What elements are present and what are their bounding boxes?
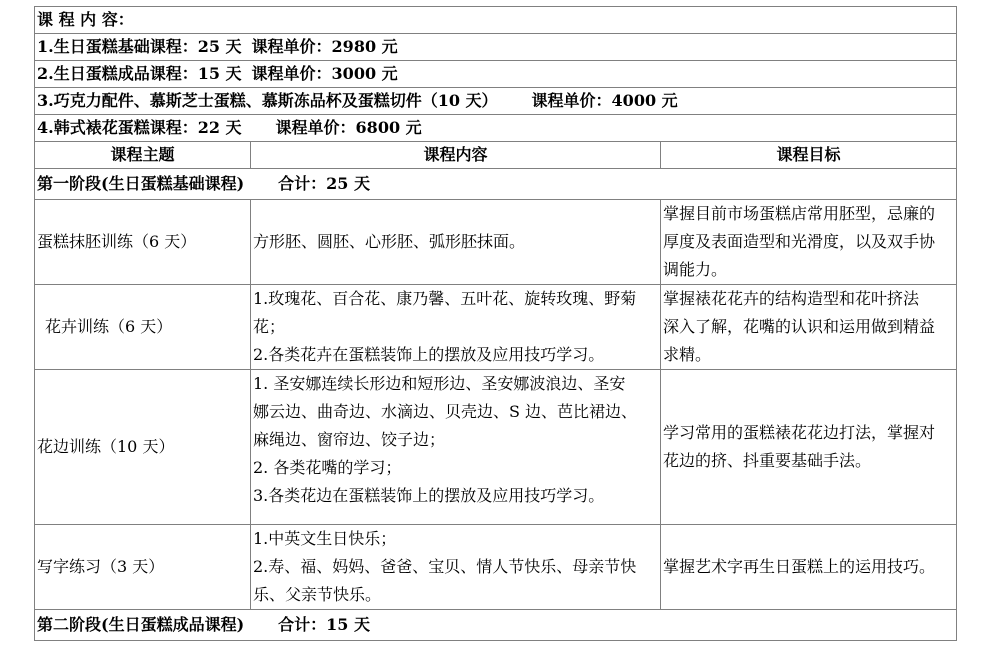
content-line: 2.寿、福、妈妈、爸爸、宝贝、情人节快乐、母亲节快 (253, 557, 637, 576)
content-line: 花； (253, 317, 286, 336)
course-info-row (35, 61, 957, 88)
table-row (35, 200, 957, 285)
goal-line: 掌握裱花花卉的结构造型和花叶挤法 (663, 289, 920, 308)
goal-line: 掌握目前市场蛋糕店常用胚型，忌廉的 (663, 204, 936, 223)
phase-row (35, 610, 957, 641)
content-line: 2. 各类花嘴的学习； (253, 458, 402, 477)
row-content (251, 200, 661, 285)
column-header-topic: 课程主题 (35, 142, 251, 169)
row-goal (661, 285, 957, 370)
goal-line: 求精。 (663, 345, 712, 364)
row-goal (661, 370, 957, 525)
table-header-row (35, 142, 957, 169)
phase-title: 第一阶段(生日蛋糕基础课程) (37, 174, 245, 193)
content-line: 1.玫瑰花、百合花、康乃馨、五叶花、旋转玫瑰、野菊 (253, 289, 637, 308)
course-price: 课程单价：6800 元 (275, 118, 422, 137)
goal-line: 掌握艺术字再生日蛋糕上的运用技巧。 (663, 557, 936, 576)
row-topic: 花卉训练（6 天） (35, 285, 251, 370)
content-line: 方形胚、圆胚、心形胚、弧形胚抹面。 (253, 232, 526, 251)
course-info-row (35, 115, 957, 142)
row-topic: 蛋糕抹胚训练（6 天） (35, 200, 251, 285)
column-header-goal: 课程目标 (661, 142, 957, 169)
table-row (35, 370, 957, 525)
row-content (251, 370, 661, 525)
section-title: 课 程 内 容： (35, 7, 957, 34)
course-info-row (35, 88, 957, 115)
phase-row (35, 169, 957, 200)
row-topic: 花边训练（10 天） (35, 370, 251, 525)
column-header-content: 课程内容 (251, 142, 661, 169)
content-line: 1.中英文生日快乐； (253, 529, 397, 548)
course-name: 1.生日蛋糕基础课程：25 天 (37, 37, 242, 56)
row-topic: 写字练习（3 天） (35, 525, 251, 610)
course-name: 3.巧克力配件、慕斯芝士蛋糕、慕斯冻品杯及蛋糕切件（10 天） (37, 91, 498, 110)
goal-line: 深入了解，花嘴的认识和运用做到精益 (663, 317, 936, 336)
table-row (35, 285, 957, 370)
phase-title: 第二阶段(生日蛋糕成品课程) (37, 615, 245, 634)
course-price: 课程单价：4000 元 (531, 91, 678, 110)
row-goal (661, 525, 957, 610)
course-document (34, 6, 956, 641)
table-row (35, 525, 957, 610)
content-line: 娜云边、曲奇边、水滴边、贝壳边、S 边、芭比裙边、 (253, 402, 638, 421)
course-table (34, 6, 957, 641)
content-line: 乐、父亲节快乐。 (253, 585, 382, 604)
row-content (251, 525, 661, 610)
course-name: 2.生日蛋糕成品课程：15 天 (37, 64, 242, 83)
section-title-row (35, 7, 957, 34)
content-line: 麻绳边、窗帘边、饺子边； (253, 430, 446, 449)
goal-line: 调能力。 (663, 260, 728, 279)
course-name: 4.韩式裱花蛋糕课程：22 天 (37, 118, 242, 137)
content-line: 2.各类花卉在蛋糕装饰上的摆放及应用技巧学习。 (253, 345, 605, 364)
course-price: 课程单价：2980 元 (251, 37, 398, 56)
goal-line: 厚度及表面造型和光滑度，以及双手协 (663, 232, 936, 251)
goal-line: 学习常用的蛋糕裱花花边打法，掌握对 (663, 423, 936, 442)
course-info-row (35, 34, 957, 61)
phase-total: 合计：25 天 (278, 174, 370, 193)
goal-line: 花边的挤、抖重要基础手法。 (663, 451, 872, 470)
course-price: 课程单价：3000 元 (251, 64, 398, 83)
row-goal (661, 200, 957, 285)
phase-total: 合计：15 天 (278, 615, 370, 634)
content-line: 3.各类花边在蛋糕装饰上的摆放及应用技巧学习。 (253, 486, 605, 505)
row-content (251, 285, 661, 370)
content-line: 1. 圣安娜连续长形边和短形边、圣安娜波浪边、圣安 (253, 374, 626, 393)
